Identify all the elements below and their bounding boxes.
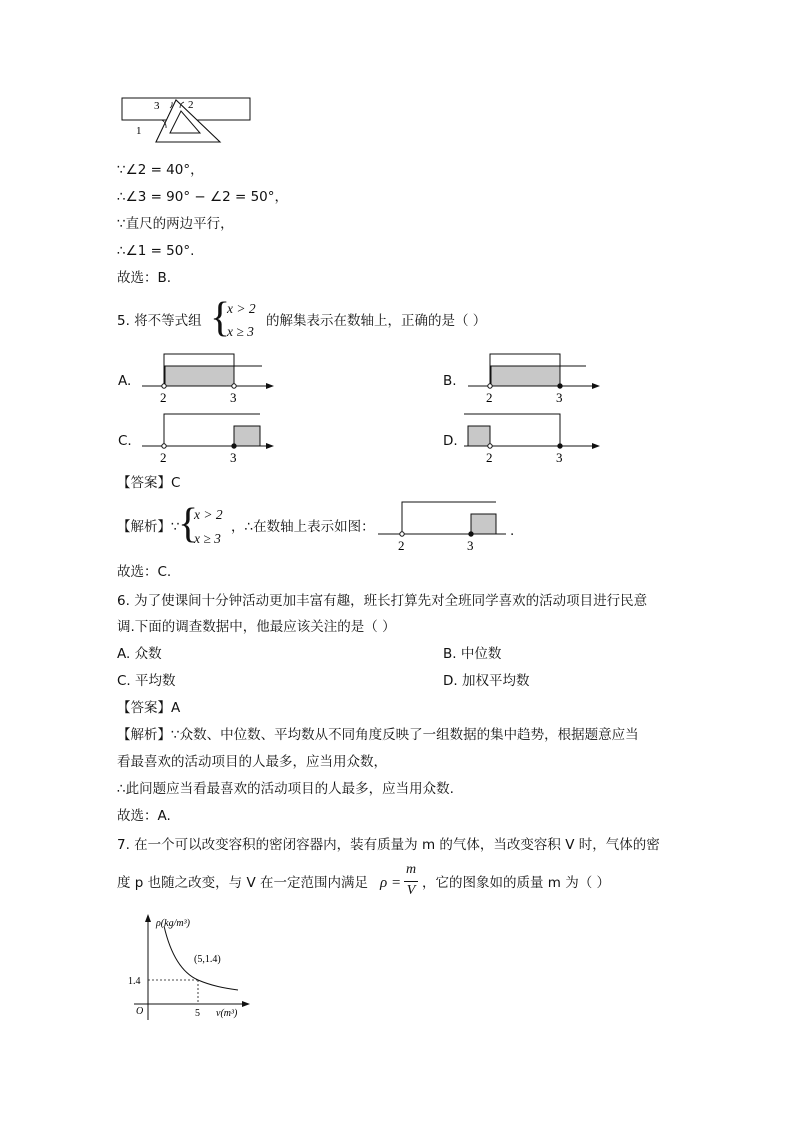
angle-3-label: 3 [154,100,160,112]
q6-line-1: 6. 为了使课间十分钟活动更加丰富有趣，班长打算先对全班同学喜欢的活动项目进行民意 [117,593,648,609]
q5-prefix: 5. 将不等式组 [117,313,202,329]
q5-analysis-tick-2: 2 [398,538,405,553]
q7-line-2-prefix: 度 p 也随之改变，与 V 在一定范围内满足 [117,875,368,891]
q7-formula-denominator: V [406,883,416,898]
q5-analysis-end: . [510,523,515,539]
q5-b-tick-2: 2 [486,390,493,405]
q5-option-b-label: B. [443,373,457,389]
q7-line-2-suffix: ，它的图象如的质量 m 为（ ） [422,875,611,891]
prev-line-2: ∴∠3 = 90° − ∠2 = 50°， [117,189,289,205]
angle-2-label: 2 [188,99,194,111]
q6-analysis-2: 看最喜欢的活动项目的人最多，应当用众数， [117,754,387,770]
q6-analysis-1: 【解析】∵众数、中位数、平均数从不同角度反映了一组数据的集中趋势，根据题意应当 [117,727,639,743]
q5-ineq-2: x ≥ 3 [227,324,254,339]
q5-ineq-1: x > 2 [227,301,256,316]
q5-analysis-ineq-1: x > 2 [194,507,223,522]
q5-option-a-numberline [140,352,280,404]
q5-analysis-ineq-2: x ≥ 3 [194,531,221,546]
ruler-triangle-figure [118,96,258,146]
q5-a-tick-2: 2 [160,390,167,405]
q7-formula-numerator: m [405,862,417,877]
q7-formula-bar [404,881,418,882]
q5-c-tick-2: 2 [160,450,167,465]
q5-a-tick-3: 3 [230,390,237,405]
q6-option-c: C. 平均数 [117,673,176,689]
q5-choose: 故选：C. [117,564,172,580]
prev-line-3: ∵直尺的两边平行， [117,216,234,232]
q7-formula-lhs: ρ = [380,875,402,891]
q5-option-a-label: A. [118,373,132,389]
q5-analysis-prefix: 【解析】∵ [117,519,180,535]
q7-density-graph [124,912,264,1022]
q5-analysis-numberline [376,498,516,554]
q6-choose: 故选：A. [117,808,171,824]
angle-1-label: 1 [136,125,142,137]
q5-option-c-numberline [140,412,280,464]
q5-option-d-label: D. [443,433,458,449]
q5-analysis-brace: { [178,501,199,547]
q5-d-tick-3: 3 [556,450,563,465]
q5-brace: { [210,295,231,341]
q7-graph-ylabel: ρ(kg/m³) [156,918,190,929]
q7-graph-xtick: 5 [195,1008,200,1019]
q7-line-1: 7. 在一个可以改变容积的密闭容器内，装有质量为 m 的气体，当改变容积 V 时，气体的密 [117,837,660,853]
prev-line-1: ∵∠2 = 40°， [117,162,204,178]
q6-answer: 【答案】A [117,700,181,716]
prev-choose: 故选：B. [117,270,172,286]
prev-line-4: ∴∠1 = 50°. [117,243,195,259]
q6-line-2: 调.下面的调查数据中，他最应该关注的是（ ） [117,619,396,635]
q6-option-a: A. 众数 [117,646,162,662]
q5-d-tick-2: 2 [486,450,493,465]
q7-graph-point-label: (5,1.4) [194,954,221,965]
q5-c-tick-3: 3 [230,450,237,465]
q5-b-tick-3: 3 [556,390,563,405]
q5-option-b-numberline [466,352,606,404]
q5-suffix: 的解集表示在数轴上，正确的是（ ） [266,313,487,329]
q7-graph-xlabel: v(m³) [216,1008,238,1019]
q5-analysis-tick-3: 3 [467,538,474,553]
q6-option-d: D. 加权平均数 [443,673,530,689]
q7-graph-origin: O [136,1006,144,1017]
q5-analysis-mid: ，∴在数轴上表示如图： [231,519,375,535]
q6-analysis-3: ∴此问题应当看最喜欢的活动项目的人最多，应当用众数. [117,781,454,797]
q7-graph-ytick: 1.4 [128,976,141,987]
q5-option-c-label: C. [118,433,132,449]
q5-option-d-numberline [466,412,606,464]
q6-option-b: B. 中位数 [443,646,502,662]
q5-answer: 【答案】C [117,475,181,491]
